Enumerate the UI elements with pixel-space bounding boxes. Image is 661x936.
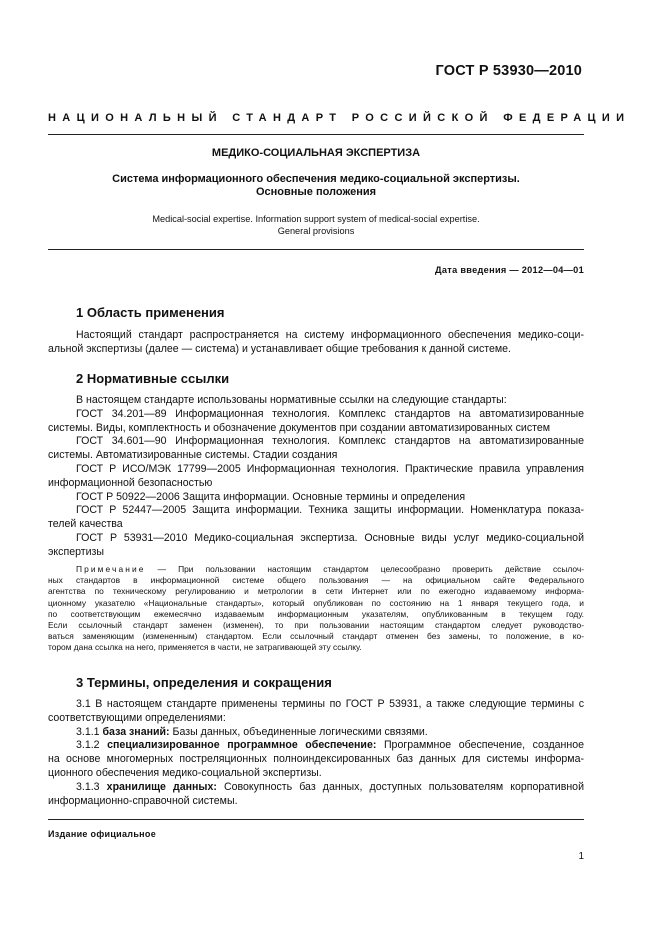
text-line: соответствующими определениями: bbox=[48, 711, 226, 724]
text-line: системы. Виды, комплектность и обозначение документов при создании автоматизированных систем bbox=[48, 421, 551, 434]
footer-divider bbox=[48, 819, 584, 820]
text-line: ГОСТ Р 53931—2010 Медико-социальная экспертиза. Основные виды услуг медико-социальной bbox=[76, 531, 584, 544]
term-number: 3.1.2 bbox=[76, 739, 108, 752]
section-2-body bbox=[48, 394, 584, 560]
section-3-heading: 3 Термины, определения и сокращения bbox=[76, 675, 332, 690]
note-line: ционному указателю «Национальные стандарты», который опубликован по состоянию на 1 января текущего года, и bbox=[48, 597, 584, 608]
text-line: ционного обеспечения медико-социальной экспертизы. bbox=[48, 766, 322, 779]
english-title-line: Medical-social expertise. Information support system of medical-social expertise. bbox=[152, 214, 480, 224]
text-line: Настоящий стандарт распространяется на систему информационного обеспечения медико-соци- bbox=[76, 329, 584, 341]
term-definition: Совокупность баз данных, доступных пользователям корпоративной bbox=[216, 780, 584, 793]
section-3-body bbox=[48, 698, 584, 808]
term-definition: Программное обеспечение, созданное bbox=[376, 739, 585, 752]
term-3-1-3 bbox=[48, 781, 584, 795]
subtitle-line: Система информационного обеспечения медико-социальной экспертизы. bbox=[112, 173, 520, 185]
note-label: Примечание bbox=[76, 564, 146, 574]
standard-title: МЕДИКО-СОЦИАЛЬНАЯ ЭКСПЕРТИЗА bbox=[211, 147, 421, 159]
section-1-body bbox=[48, 329, 584, 357]
document-number: ГОСТ Р 53930—2010 bbox=[435, 63, 582, 79]
term-name: база знаний: bbox=[102, 725, 170, 738]
title-divider bbox=[48, 249, 584, 250]
text-line: экспертизы bbox=[48, 545, 104, 558]
note-line: тором дана ссылка на него, применяется в части, не затрагивающей эту ссылку. bbox=[48, 642, 362, 653]
text-line: ГОСТ 34.201—89 Информационная технология. Комплекс стандартов на автоматизированные bbox=[76, 407, 584, 420]
term-3-1-1 bbox=[48, 726, 584, 740]
standard-subtitle bbox=[48, 173, 584, 199]
term-3-1-2 bbox=[48, 739, 584, 753]
english-title bbox=[48, 214, 584, 237]
text-line: 3.1 В настоящем стандарте применены термины по ГОСТ Р 53931, а также следующие термины с bbox=[76, 698, 584, 710]
text-line: ГОСТ 34.601—90 Информационная технология. Комплекс стандартов на автоматизированные bbox=[76, 435, 584, 448]
text-line: ГОСТ Р ИСО/МЭК 17799—2005 Информационная технология. Практические правила управления bbox=[76, 462, 584, 475]
note-line: ных стандартов в информационной системе общего пользования — на официальном сайте Федерального bbox=[48, 575, 584, 586]
note-line: по соответствующим ежемесячно издаваемым информационным указателям, опубликованным в текущем году. bbox=[48, 608, 584, 619]
text-line: информационной безопасностью bbox=[48, 476, 213, 489]
text-line: В настоящем стандарте использованы нормативные ссылки на следующие стандарты: bbox=[76, 394, 507, 406]
term-name: хранилище данных: bbox=[106, 780, 217, 793]
text-line: на основе многомерных постреляционных полноиндексированных баз данных для системы информа- bbox=[48, 753, 584, 766]
text-line: альной экспертизы (далее — система) и устанавливает общие требования к данной системе. bbox=[48, 342, 511, 355]
text-line: информационно-справочной системы. bbox=[48, 794, 238, 807]
term-name: специализированное программное обеспечение: bbox=[107, 739, 377, 752]
subtitle-line: Основные положения bbox=[255, 186, 377, 198]
term-number: 3.1.3 bbox=[76, 780, 107, 793]
page-number: 1 bbox=[578, 851, 584, 862]
top-divider bbox=[48, 134, 584, 135]
section-2-heading: 2 Нормативные ссылки bbox=[76, 371, 230, 386]
term-number: 3.1.1 bbox=[76, 725, 103, 738]
note-text: — При пользовании настоящим стандартом целесообразно проверить действие ссылоч- bbox=[145, 564, 584, 574]
note-line: Если ссылочный стандарт заменен (изменен), то при пользовании настоящим стандартом следует руководство- bbox=[48, 620, 584, 631]
note-line: ваться заменяющим (измененным) стандартом. Если ссылочный стандарт отменен без замены, то положение, в ко- bbox=[48, 631, 584, 642]
text-line: телей качества bbox=[48, 518, 123, 531]
term-definition: Базы данных, объединенные логическими связями. bbox=[169, 725, 428, 738]
national-standard-banner: НАЦИОНАЛЬНЫЙ СТАНДАРТ РОССИЙСКОЙ ФЕДЕРАЦИИ bbox=[48, 112, 631, 124]
section-2-note bbox=[48, 564, 584, 654]
official-edition-label: Издание официальное bbox=[48, 829, 157, 839]
introduction-date: Дата введения — 2012—04—01 bbox=[435, 265, 584, 275]
section-1-heading: 1 Область применения bbox=[76, 305, 225, 320]
text-line: ГОСТ Р 52447—2005 Защита информации. Техника защиты информации. Номенклатура показа- bbox=[76, 504, 584, 517]
text-line: системы. Автоматизированные системы. Стадии создания bbox=[48, 449, 338, 462]
note-line bbox=[48, 564, 584, 575]
english-title-line: General provisions bbox=[277, 225, 355, 236]
note-line: агентства по техническому регулированию и метрологии в сети Интернет или по ежегодно издаваемому информа- bbox=[48, 586, 584, 597]
text-line: ГОСТ Р 50922—2006 Защита информации. Основные термины и определения bbox=[76, 490, 466, 503]
